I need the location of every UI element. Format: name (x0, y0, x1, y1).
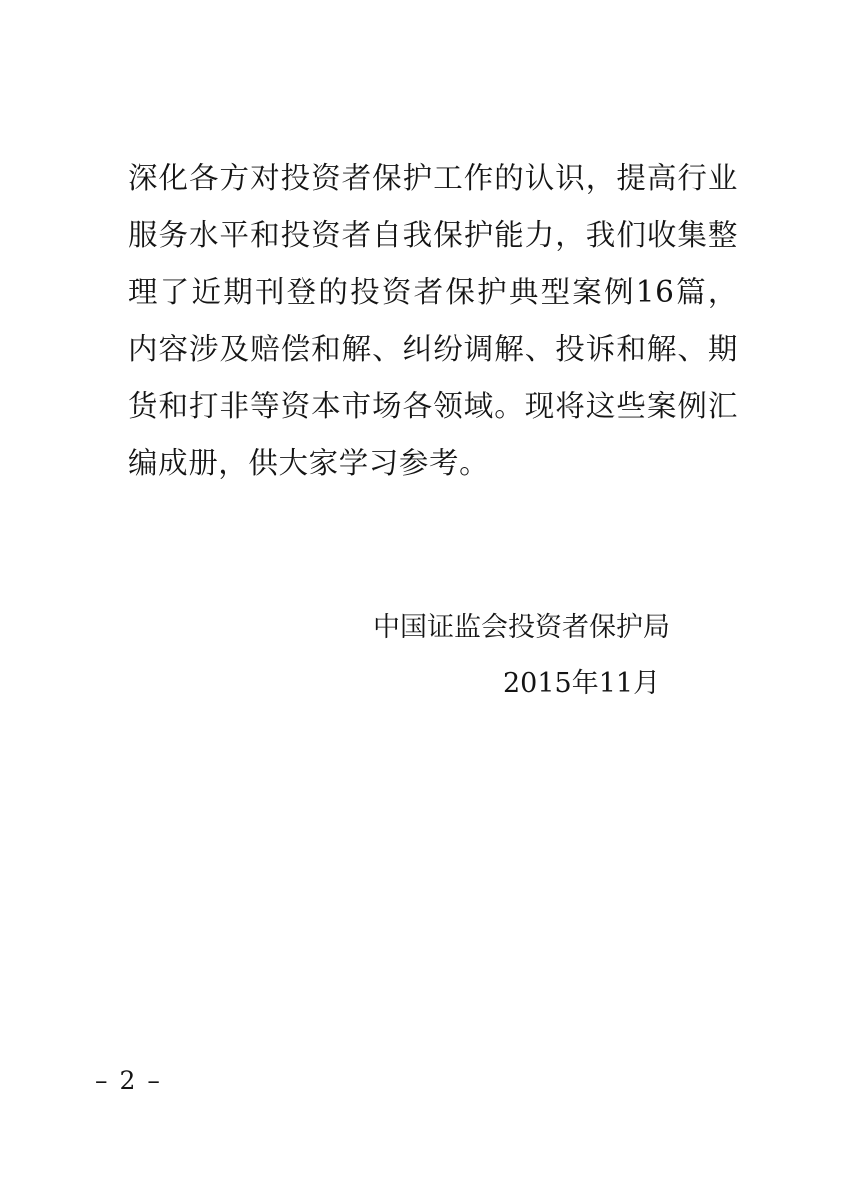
signature-organization: 中国证监会投资者保护局 (373, 612, 670, 643)
body-paragraph: 深化各方对投资者保护工作的认识，提高行业服务水平和投资者自我保护能力，我们收集整理了近期刊登的投资者保护典型案例16篇，内容涉及赔偿和解、纠纷调解、投诉和解、期货和打非等资本市场各领域。现将这些案例汇编成册，供大家学习参考。 (128, 161, 738, 480)
page-number-left-dash: – (95, 1066, 111, 1095)
page-number-value: 2 (119, 1066, 139, 1095)
signature-date: 2015年11月 (503, 668, 661, 699)
signature-block (128, 600, 738, 712)
page-number-right-dash: – (147, 1066, 163, 1095)
page-footer (86, 1066, 172, 1095)
